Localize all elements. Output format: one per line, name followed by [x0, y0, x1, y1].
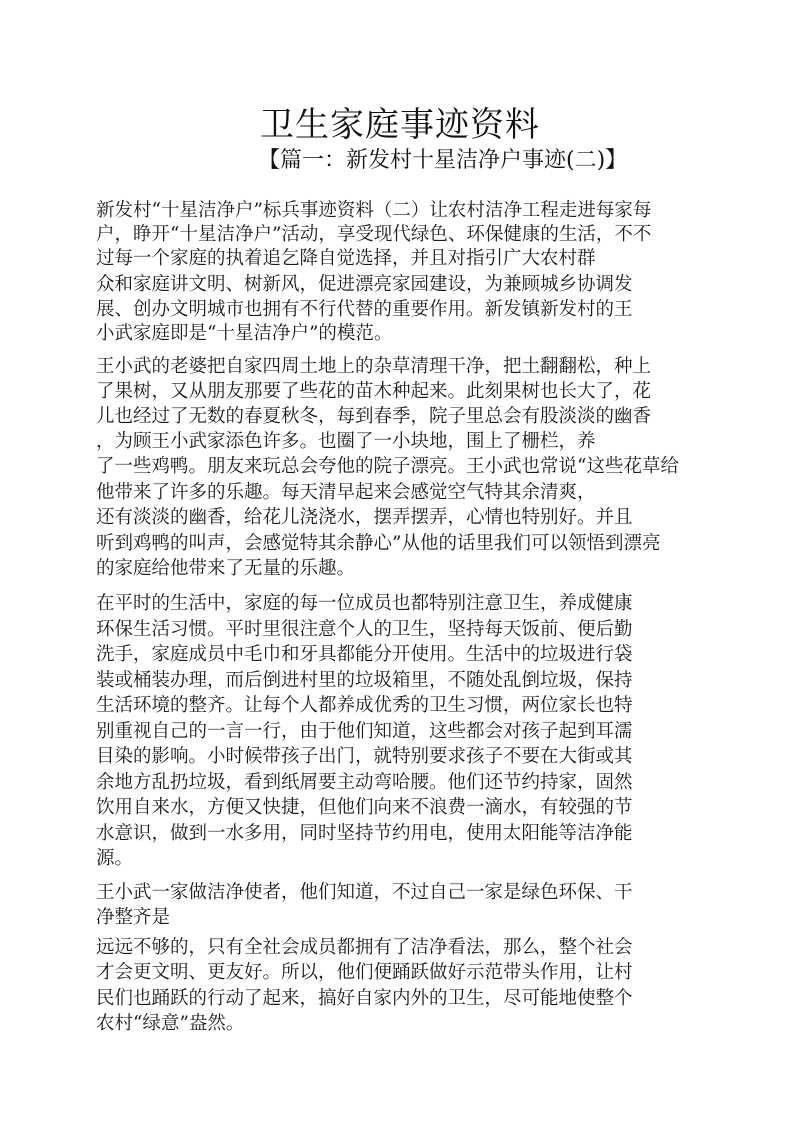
- text-line: 了果树，又从朋友那要了些花的苗木种起来。此刻果树也长大了，花: [96, 381, 652, 402]
- text-line: 远远不够的，只有全社会成员都拥有了洁净看法，那么，整个社会: [96, 937, 633, 958]
- text-line: 环保生活习惯。平时里很注意个人的卫生，坚持每天饭前、便后勤: [96, 619, 633, 640]
- text-line: 源。: [96, 848, 134, 869]
- text-line: ，为顾王小武家添色许多。也圈了一小块地，围上了栅栏，养: [96, 431, 596, 452]
- text-line: 在平时的生活中，家庭的每一位成员也都特别注意卫生，养成健康: [96, 593, 633, 614]
- page-subtitle: 【篇一：新发村十星洁净户事迹(二)】: [258, 148, 628, 173]
- text-line: 他带来了许多的乐趣。每天清早起来会感觉空气特其余清爽，: [96, 482, 596, 503]
- page-title: 卫生家庭事迹资料: [260, 105, 540, 145]
- text-line: 水意识，做到一水多用，同时坚持节约用电，使用太阳能等洁净能: [96, 823, 633, 844]
- text-line: 装或桶装办理，而后倒进村里的垃圾箱里，不随处乱倒垃圾，保持: [96, 670, 633, 691]
- text-line: 听到鸡鸭的叫声，会感觉特其余静心”从他的话里我们可以领悟到漂亮: [96, 533, 661, 554]
- text-line: 民们也踊跃的行动了起来，搞好自家内外的卫生，尽可能地使整个: [96, 988, 633, 1009]
- text-line: 目染的影响。小时候带孩子出门，就特别要求孩子不要在大街或其: [96, 746, 633, 767]
- text-line: 别重视自己的一言一行，由于他们知道，这些都会对孩子起到耳濡: [96, 721, 633, 742]
- text-line: 众和家庭讲文明、树新风，促进漂亮家园建设，为兼顾城乡协调发: [96, 274, 633, 295]
- text-line: 小武家庭即是“十星洁净户”的模范。: [96, 323, 393, 344]
- text-line: 饮用自来水，方便又快捷，但他们向来不浪费一滴水，有较强的节: [96, 797, 633, 818]
- text-line: 农村“绿意”盎然。: [96, 1013, 245, 1034]
- text-line: 户，睁开“十星洁净户”活动，享受现代绿色、环保健康的生活，不不: [96, 224, 652, 245]
- text-line: 生活环境的整齐。让每个人都养成优秀的卫生习惯，两位家长也特: [96, 695, 633, 716]
- text-line: 王小武的老婆把自家四周土地上的杂草清理干净，把土翻翻松，种上: [96, 356, 652, 377]
- text-line: 余地方乱扔垃圾，看到纸屑要主动弯哈腰。他们还节约持家，固然: [96, 772, 633, 793]
- text-line: 了一些鸡鸭。朋友来玩总会夸他的院子漂亮。王小武也常说“这些花草给: [96, 456, 679, 477]
- text-line: 儿也经过了无数的春夏秋冬，每到春季，院子里总会有股淡淡的幽香: [96, 406, 652, 427]
- text-line: 洗手，家庭成员中毛巾和牙具都能分开使用。生活中的垃圾进行袋: [96, 644, 633, 665]
- text-line: 的家庭给他带来了无量的乐趣。: [96, 558, 356, 579]
- text-line: 新发村“十星洁净户”标兵事迹资料（二）让农村洁净工程走进每家每: [96, 200, 652, 221]
- text-line: 过每一个家庭的执着追乞降自觉选择，并且对指引广大农村群: [96, 248, 596, 269]
- text-line: 才会更文明、更友好。所以，他们便踊跃做好示范带头作用，让村: [96, 962, 633, 983]
- text-line: 展、创办文明城市也拥有不行代替的重要作用。新发镇新发村的王: [96, 299, 633, 320]
- text-line: 净整齐是: [96, 907, 171, 928]
- text-line: 王小武一家做洁净使者，他们知道，不过自己一家是绿色环保、干: [96, 882, 633, 903]
- text-line: 还有淡淡的幽香，给花儿浇浇水，摆弄摆弄，心情也特别好。并且: [96, 507, 633, 528]
